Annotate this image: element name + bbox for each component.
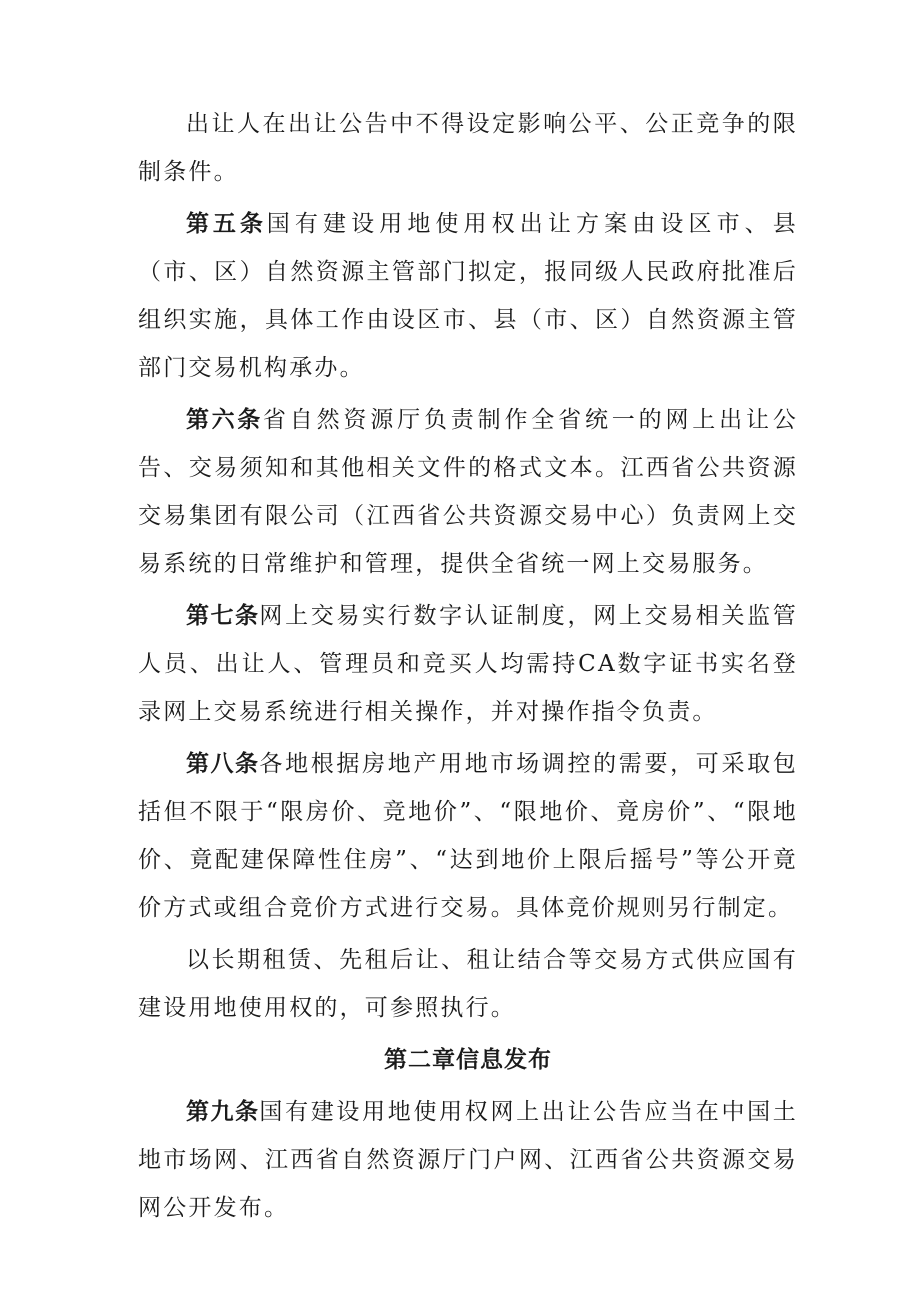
article-number: 第八条	[186, 751, 260, 777]
document-page	[138, 100, 798, 1236]
paragraph-text: 国有建设用地使用权出让方案由设区市、县（市、区）自然资源主管部门拟定，报同级人民政府批准后组织实施，具体工作由设区市、县（市、区）自然资源主管部门交易机构承办。	[138, 211, 798, 381]
article-number: 第五条	[186, 211, 267, 237]
paragraph	[138, 1088, 798, 1232]
chapter-title: 第二章信息发布	[384, 1047, 552, 1073]
paragraph-text: 出让人在出让公告中不得设定影响公平、公正竞争的限制条件。	[138, 111, 798, 185]
article-number: 第六条	[186, 407, 263, 433]
paragraph	[138, 100, 798, 196]
paragraph	[138, 740, 798, 932]
paragraph	[138, 396, 798, 588]
paragraph-text: 省自然资源厅负责制作全省统一的网上出让公告、交易须知和其他相关文件的格式文本。江西省公共资源交易集团有限公司（江西省公共资源交易中心）负责网上交易系统的日常维护和管理，提供全省统一网上交易服务。	[138, 407, 799, 577]
paragraph-text: 各地根据房地产用地市场调控的需要，可采取包括但不限于“限房价、竞地价”、“限地价、竟房价”、“限地价、竟配建保障性住房”、“达到地价上限后摇号”等公开竟价方式或组合竞价方式进行交易。具体竞价规则另行制定。	[138, 751, 799, 921]
paragraph	[138, 200, 798, 392]
paragraph-text: 国有建设用地使用权网上出让公告应当在中国土地市场网、江西省自然资源厅门户网、江西省公共资源交易网公开发布。	[138, 1099, 799, 1221]
article-number: 第九条	[186, 1099, 260, 1125]
paragraph-text: 以长期租赁、先租后让、租让结合等交易方式供应国有建设用地使用权的，可参照执行。	[138, 947, 798, 1021]
paragraph	[138, 936, 798, 1032]
paragraph	[138, 592, 798, 736]
paragraph-text: 网上交易实行数字认证制度，网上交易相关监管人员、出让人、管理员和竞买人均需持CA数字证书实名登录网上交易系统进行相关操作，并对操作指令负责。	[138, 603, 799, 725]
article-number: 第七条	[186, 603, 260, 629]
